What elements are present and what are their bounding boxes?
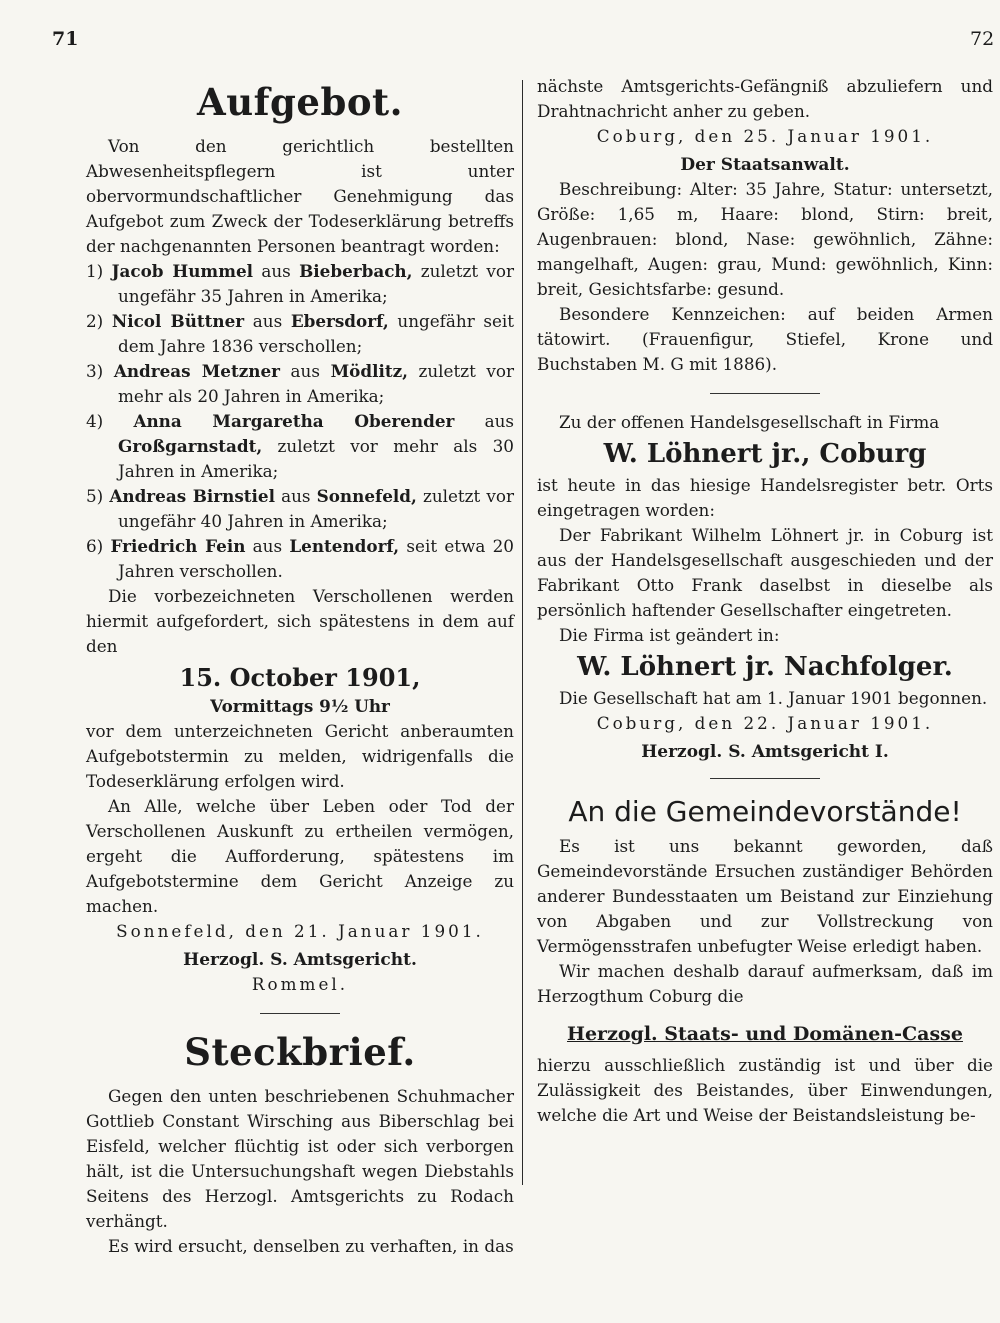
place-name: Großgarnstadt,	[118, 436, 263, 456]
person-name: Jacob Hummel	[111, 261, 253, 281]
aufgebot-title: Aufgebot.	[197, 80, 403, 124]
aufgebot-intro: Von den gerichtlich bestellten Abwesenheitspflegern ist unter obervormundschaftlicher Genehmigung das Aufgebot zum Zweck der Todeserklärung betreffs der nachgenannten Personen beantragt worden:	[86, 136, 514, 256]
list-item: 4) Anna Margaretha Oberender aus Großgarnstadt, zuletzt vor mehr als 30 Jahren in Amerika;	[86, 411, 514, 481]
steckbrief-title: Steckbrief.	[184, 1030, 416, 1074]
handel-court: Herzogl. S. Amtsgericht I.	[641, 742, 889, 762]
place-name: Mödlitz,	[330, 361, 408, 381]
aufgebot-signer: Rommel.	[251, 974, 349, 994]
aufgebot-summons: Die vorbezeichneten Verschollenen werden hiermit aufgefordert, sich spätestens in dem auf den	[86, 586, 514, 656]
gemeinde-notice: Wir machen deshalb darauf aufmerksam, daß im Herzogthum Coburg die	[537, 961, 993, 1006]
person-name: Anna Margaretha Oberender	[133, 411, 455, 431]
aufgebot-after: vor dem unterzeichneten Gericht anberaumten Aufgebotstermin zu melden, widrigenfalls die Todeserklärung erfolgen wird.	[86, 721, 514, 791]
handel-firm: W. Löhnert jr., Coburg	[603, 439, 927, 469]
list-item: 2) Nicol Büttner aus Ebersdorf, ungefähr seit dem Jahre 1836 verschollen;	[86, 311, 515, 356]
person-name: Andreas Metzner	[113, 361, 280, 381]
handel-changed-to: Die Firma ist geändert in:	[559, 625, 780, 645]
handel-began: Die Gesellschaft hat am 1. Januar 1901 begonnen.	[559, 688, 988, 708]
handel-new-firm: W. Löhnert jr. Nachfolger.	[577, 652, 953, 682]
place-name: Sonnefeld,	[316, 486, 417, 506]
person-name: Friedrich Fein	[110, 536, 246, 556]
aufgebot-place-date: Sonnefeld, den 21. Januar 1901.	[116, 921, 484, 941]
gemeinde-body: Es ist uns bekannt geworden, daß Gemeindevorstände Ersuchen zuständiger Behörden anderer Bundesstaaten um Beistand zur Einziehung von Abgaben und zur Vollstreckung von Vermögensstrafen unbefugter Weise erledigt haben.	[537, 836, 993, 956]
steckbrief-description: Beschreibung: Alter: 35 Jahre, Statur: untersetzt, Größe: 1,65 m, Haare: blond, Stirn: breit, Augenbrauen: blond, Nase: gewöhnlich, Zähne: mangelhaft, Augen: grau, Mund: gewöhnlich, Kinn: breit, Gesichtsfarbe: gesund.	[537, 179, 993, 299]
gemeinde-title: An die Gemeindevorstände!	[568, 795, 962, 828]
column-divider	[522, 80, 523, 1185]
place-name: Lentendorf,	[289, 536, 400, 556]
list-item: 6) Friedrich Fein aus Lentendorf, seit etwa 20 Jahren verschollen.	[86, 536, 514, 581]
person-name: Andreas Birnstiel	[109, 486, 275, 506]
section-divider	[710, 778, 820, 779]
place-name: Ebersdorf,	[290, 311, 389, 331]
handel-intro: Zu der offenen Handelsgesellschaft in Firma	[559, 412, 940, 432]
steckbrief-marks: Besondere Kennzeichen: auf beiden Armen tätowirt. (Frauenfigur, Stiefel, Krone und Buchstaben M. G mit 1886).	[537, 304, 993, 374]
person-name: Nicol Büttner	[111, 311, 245, 331]
page-number-left: 71	[52, 28, 79, 50]
section-divider	[260, 1013, 340, 1014]
place-name: Bieberbach,	[299, 261, 413, 281]
steckbrief-place-date: Coburg, den 25. Januar 1901.	[596, 126, 934, 146]
list-item: 3) Andreas Metzner aus Mödlitz, zuletzt vor mehr als 20 Jahren in Amerika;	[86, 361, 514, 406]
aufgebot-appeal: An Alle, welche über Leben oder Tod der Verschollenen Auskunft zu ertheilen vermögen, ergeht die Aufforderung, spätestens im Aufgebotstermine dem Gericht Anzeige zu machen.	[86, 796, 514, 916]
handel-change: Der Fabrikant Wilhelm Löhnert jr. in Coburg ist aus der Handelsgesellschaft ausgeschieden und der Fabrikant Otto Frank daselbst in dieselbe als persönlich haftender Gesellschafter eingetreten.	[537, 525, 993, 620]
steckbrief-office: Der Staatsanwalt.	[680, 155, 850, 175]
page-number-right: 72	[970, 28, 995, 50]
handel-place-date: Coburg, den 22. Januar 1901.	[596, 713, 934, 733]
gemeinde-closing: hierzu ausschließlich zuständig ist und über die Zulässigkeit des Beistandes, über Einwendungen, welche die Art und Weise der Beistandsleistung be-	[537, 1055, 993, 1125]
list-item: 1) Jacob Hummel aus Bieberbach, zuletzt vor ungefähr 35 Jahren in Amerika;	[86, 261, 514, 306]
list-item: 5) Andreas Birnstiel aus Sonnefeld, zuletzt vor ungefähr 40 Jahren in Amerika;	[86, 486, 514, 531]
aufgebot-date: 15. October 1901,	[179, 663, 421, 692]
steckbrief-continuation: nächste Amtsgerichts-Gefängniß abzuliefern und Drahtnachricht anher zu geben.	[537, 76, 993, 121]
aufgebot-time: Vormittags 9½ Uhr	[210, 696, 390, 716]
aufgebot-court: Herzogl. S. Amtsgericht.	[183, 950, 417, 970]
steckbrief-body: Gegen den unten beschriebenen Schuhmacher Gottlieb Constant Wirsching aus Biberschlag bei Eisfeld, welcher flüchtig ist oder sich verborgen hält, ist die Untersuchungshaft wegen Diebstahls Seitens des Herzogl. Amtsgerichts zu Rodach verhängt.	[86, 1086, 514, 1231]
right-column	[537, 74, 993, 1128]
steckbrief-request: Es wird ersucht, denselben zu verhaften, in das	[108, 1236, 514, 1256]
gemeinde-kasse: Herzogl. Staats- und Domänen-Casse	[567, 1023, 963, 1045]
aufgebot-list	[86, 259, 514, 584]
handel-registered: ist heute in das hiesige Handelsregister betr. Orts eingetragen worden:	[537, 475, 993, 520]
left-column	[86, 74, 514, 1259]
section-divider	[710, 393, 820, 394]
